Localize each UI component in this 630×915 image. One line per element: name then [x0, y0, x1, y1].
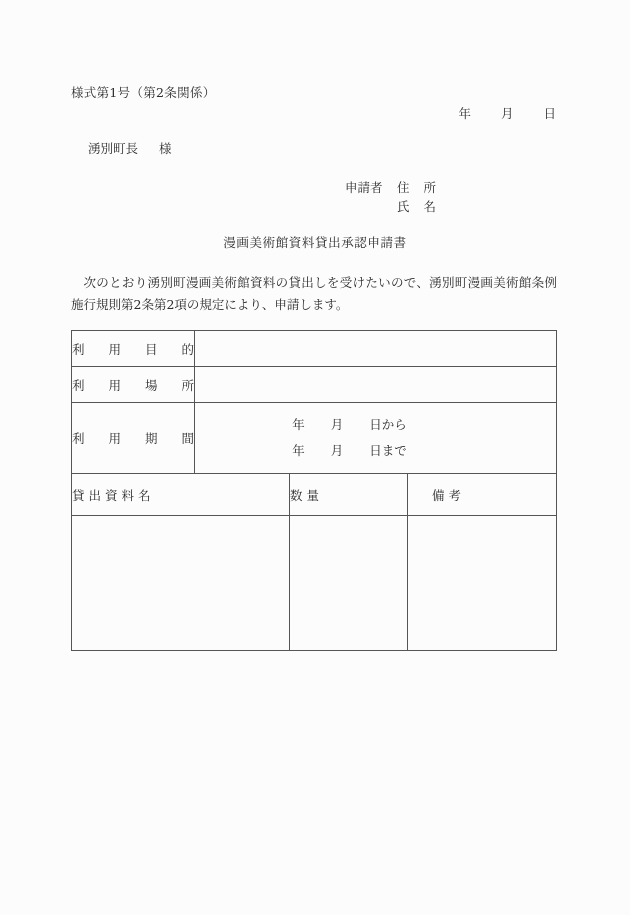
page-title: 漫画美術館資料貸出承認申請書: [223, 235, 407, 250]
column-header-material-name: [72, 474, 290, 516]
applicant-label: 申請者: [345, 180, 383, 195]
row-label-place-char-1: 利: [72, 377, 85, 393]
body-line-1: 次のとおり湧別町漫画美術館資料の貸出しを受けたいので、湧別町漫画美術館条例施行: [71, 275, 557, 312]
applicant-address-row: [345, 178, 436, 197]
addressee-honorific: 様: [159, 141, 172, 156]
applicant-block: [345, 178, 436, 216]
row-label-period-char-3: 期: [144, 431, 158, 446]
column-header-material-char-4: 料: [121, 487, 135, 503]
column-header-remarks-char-2: 考: [448, 487, 462, 503]
table-row-purpose: [72, 331, 557, 367]
entry-cell-material-name[interactable]: [72, 516, 290, 651]
table-row-place: [72, 367, 557, 403]
date-day-label: 日: [543, 106, 556, 121]
entry-cell-quantity[interactable]: [290, 516, 408, 651]
date-month-label: 月: [500, 106, 514, 121]
table-row-period: [72, 403, 557, 474]
period-from-day: 日から: [369, 417, 407, 432]
table-column-header-row: [72, 474, 557, 516]
application-table: [71, 330, 557, 651]
row-label-purpose: [72, 331, 195, 367]
period-to-day: 日まで: [369, 443, 407, 458]
table-row: [72, 516, 557, 651]
row-label-period: [72, 403, 195, 474]
entry-cell-remarks[interactable]: [408, 516, 557, 651]
row-value-place[interactable]: [195, 367, 557, 403]
period-to-line: [195, 438, 556, 464]
row-label-place: [72, 367, 195, 403]
body-line-2: 規則第2条第2項の規定により、申請します。: [96, 297, 349, 312]
applicant-name-char-2: 名: [423, 199, 437, 214]
addressee: [88, 139, 172, 157]
column-header-remarks-char-1: 備: [432, 487, 445, 503]
row-label-period-char-2: 用: [108, 431, 121, 446]
period-from-line: [195, 412, 556, 438]
row-label-period-char-4: 間: [181, 431, 194, 446]
addressee-name: 湧別町長: [88, 141, 139, 156]
column-header-quantity-char-1: 数: [290, 487, 303, 503]
body-paragraph: [71, 272, 557, 316]
date-line: [0, 104, 556, 122]
row-label-place-char-3: 場: [144, 377, 158, 393]
date-year-label: 年: [458, 106, 471, 121]
applicant-name-char-1: 氏: [397, 199, 410, 214]
row-label-place-char-2: 用: [108, 377, 121, 393]
row-label-period-char-1: 利: [72, 431, 85, 446]
column-header-quantity-char-2: 量: [306, 487, 320, 503]
column-header-remarks: [408, 474, 557, 516]
period-from-month: 月: [330, 417, 344, 432]
period-from-year: 年: [292, 417, 305, 432]
row-value-purpose[interactable]: [195, 331, 557, 367]
row-label-purpose-char-2: 用: [108, 341, 121, 357]
applicant-name-row: [345, 197, 436, 216]
row-label-purpose-char-1: 利: [72, 341, 85, 357]
column-header-material-char-1: 貸: [72, 487, 85, 503]
form-number: 様式第1号（第2条関係）: [71, 85, 216, 100]
row-label-place-char-4: 所: [181, 377, 194, 393]
column-header-material-char-2: 出: [88, 487, 102, 503]
row-value-period[interactable]: [195, 403, 557, 474]
column-header-quantity: [290, 474, 408, 516]
applicant-address-char-1: 住: [397, 180, 410, 195]
column-header-material-char-3: 資: [105, 487, 118, 503]
applicant-address-char-2: 所: [423, 180, 437, 195]
period-to-year: 年: [292, 443, 305, 458]
column-header-material-char-5: 名: [138, 487, 151, 503]
period-to-month: 月: [330, 443, 344, 458]
row-label-purpose-char-4: 的: [181, 341, 194, 357]
row-label-purpose-char-3: 目: [144, 341, 158, 357]
